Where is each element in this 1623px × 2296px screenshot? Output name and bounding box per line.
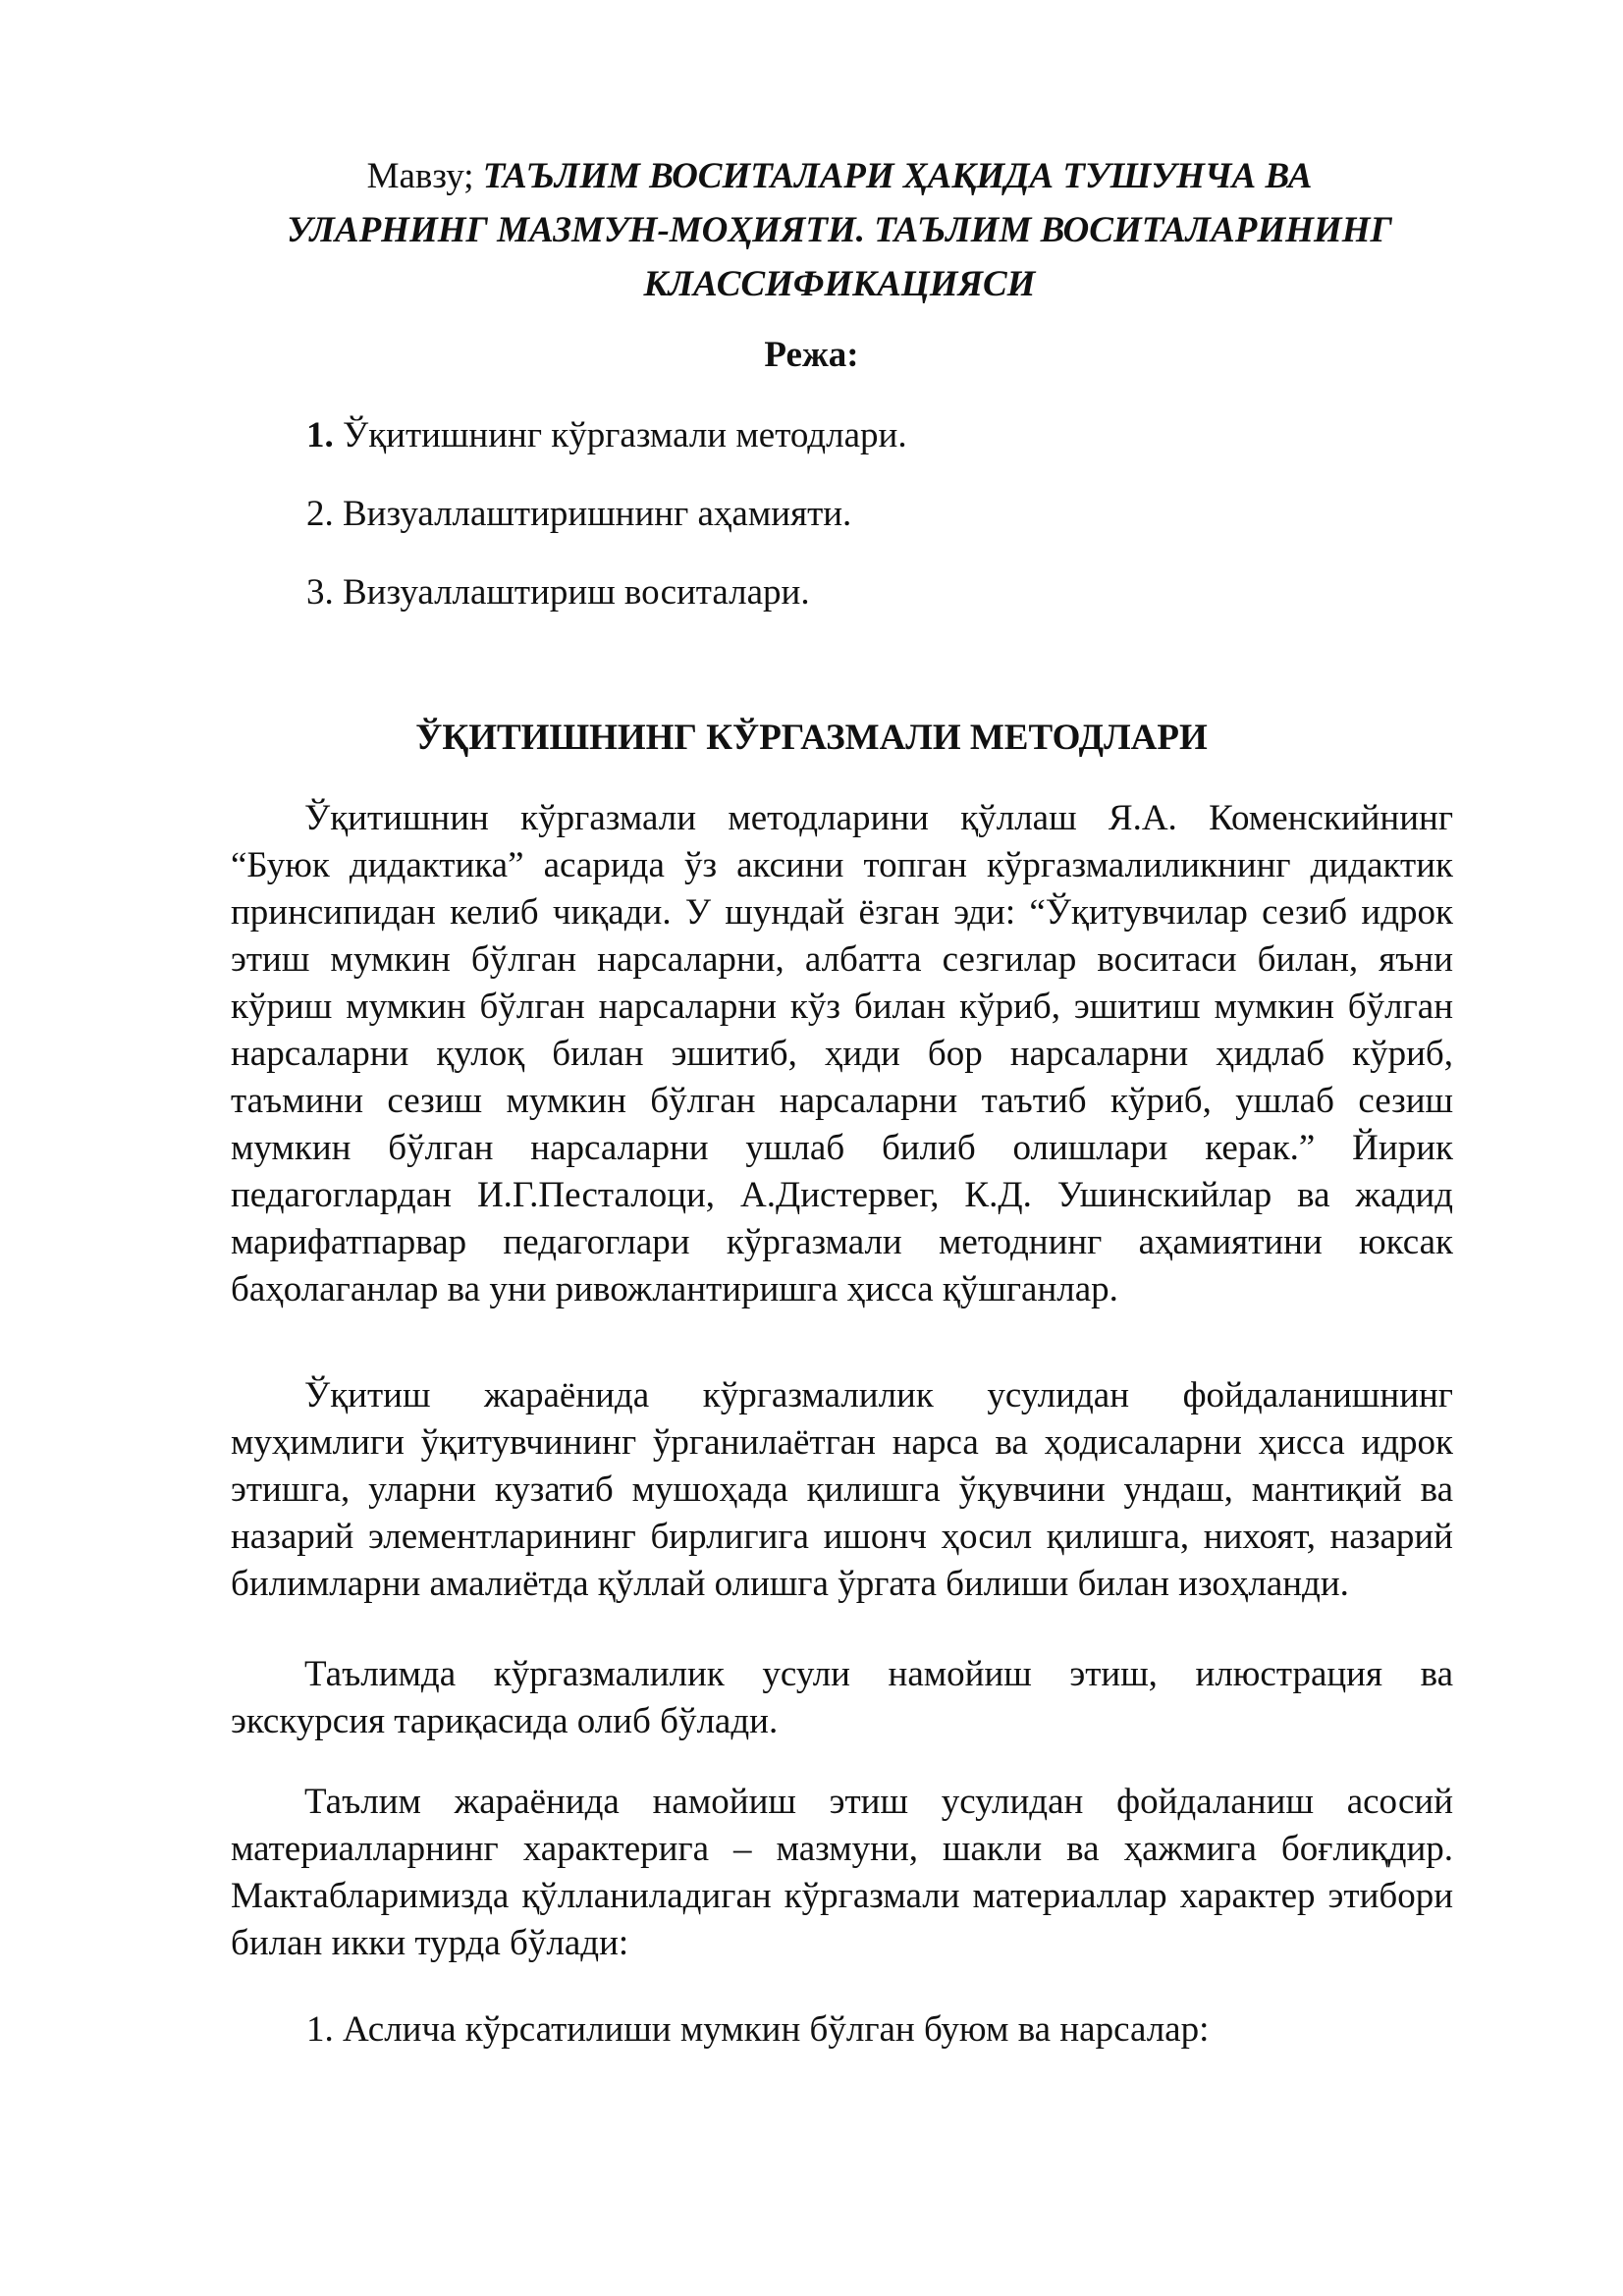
list-item: 1. Аслича кўрсатилиши мумкин бўлган буюм ва нарсалар: [306,2009,1210,2050]
paragraph-line: кўриш мумкин бўлган нарсаларни кўз билан кўриб, эшитиш мумкин бўлган [231,987,1453,1027]
paragraph-line: Таълим жараёнида намойиш этиш усулидан фойдаланиш асосий [304,1782,1453,1822]
paragraph [231,1651,1453,1745]
paragraph-line: этишга, уларни кузатиб мушоҳада қилишга ўқувчини ундаш, мантиқий ва [231,1469,1453,1510]
paragraph-line: материалларнинг характерига – мазмуни, шакли ва ҳажмига боғлиқдир. [231,1829,1453,1869]
paragraph [231,1372,1453,1608]
topic-lead: Мавзу; [366,156,483,196]
plan-item [306,569,810,616]
paragraph-line: марифатпарвар педагоглари кўргазмали методнинг аҳамиятини юксак [231,1222,1453,1262]
topic-title-line-3: КЛАССИФИКАЦИЯСИ [643,264,1036,304]
paragraph-line: Ўқитишнин кўргазмали методларини қўллаш Я.А. Коменскийнинг [304,798,1453,838]
paragraph-line: таъмини сезиш мумкин бўлган нарсаларни таътиб кўриб, ушлаб сезиш [231,1081,1453,1121]
paragraph-line: баҳолаганлар ва уни ривожлантиришга ҳисса қўшганлар. [231,1269,1118,1309]
paragraph-line: мумкин бўлган нарсаларни ушлаб билиб олишлари керак.” Йирик [231,1128,1453,1168]
plan-item [306,412,907,459]
paragraph-line: экскурсия тариқасида олиб бўлади. [231,1701,779,1741]
paragraph-line: назарий элементларининг бирлигига ишонч ҳосил қилишга, нихоят, назарий [231,1517,1453,1557]
plan-item-text: Визуаллаштиришнинг аҳамияти. [333,494,852,534]
document-topic [231,149,1448,311]
plan-item [306,491,851,538]
paragraph-line: Таълимда кўргазмалилик усули намойиш этиш, илюстрация ва [304,1654,1453,1694]
topic-title-line-1: ТАЪЛИМ ВОСИТАЛАРИ ҲАҚИДА ТУШУНЧА ВА [482,156,1313,196]
paragraph-line: Ўқитиш жараёнида кўргазмалилик усулидан фойдаланишнинг [304,1375,1453,1415]
paragraph-line: билан икки турда бўлади: [231,1923,629,1963]
paragraph-line: нарсаларни қулоқ билан эшитиб, ҳиди бор нарсаларни ҳидлаб кўриб, [231,1034,1453,1074]
plan-item-text: Ўқитишнинг кўргазмали методлари. [333,415,907,455]
plan-heading: Режа: [764,335,859,375]
plan-item-number: 2. [306,494,334,534]
paragraph-line: билимларни амалиётда қўллай олишга ўргата билиши билан изоҳланди. [231,1564,1349,1604]
paragraph-line: этиш мумкин бўлган нарсаларни, албатта сезгилар воситаси билан, яъни [231,939,1453,980]
paragraph-line: муҳимлиги ўқитувчининг ўрганилаётган нарса ва ҳодисаларни ҳисса идрок [231,1422,1453,1463]
paragraph [231,795,1453,1313]
section-heading: ЎҚИТИШНИНГ КЎРГАЗМАЛИ МЕТОДЛАРИ [415,718,1208,758]
paragraph-line: принсипидан келиб чиқади. У шундай ёзган эди: “Ўқитувчилар сезиб идрок [231,892,1453,933]
paragraph-line: педагоглардан И.Г.Песталоци, А.Дистервег, К.Д. Ушинскийлар ва жадид [231,1175,1453,1215]
paragraph [231,1779,1453,1967]
plan-item-number: 3. [306,572,334,613]
topic-title-line-2: УЛАРНИНГ МАЗМУН-МОҲИЯТИ. ТАЪЛИМ ВОСИТАЛАРИНИНГ [287,210,1392,250]
plan-item-number: 1. [306,415,334,455]
paragraph-line: “Буюк дидактика” асарида ўз аксини топган кўргазмалиликнинг дидактик [231,845,1453,885]
plan-item-text: Визуаллаштириш воситалари. [333,572,810,613]
topic-line-1 [231,149,1448,203]
paragraph-line: Мактабларимизда қўлланиладиган кўргазмали материаллар характер этибори [231,1876,1453,1916]
